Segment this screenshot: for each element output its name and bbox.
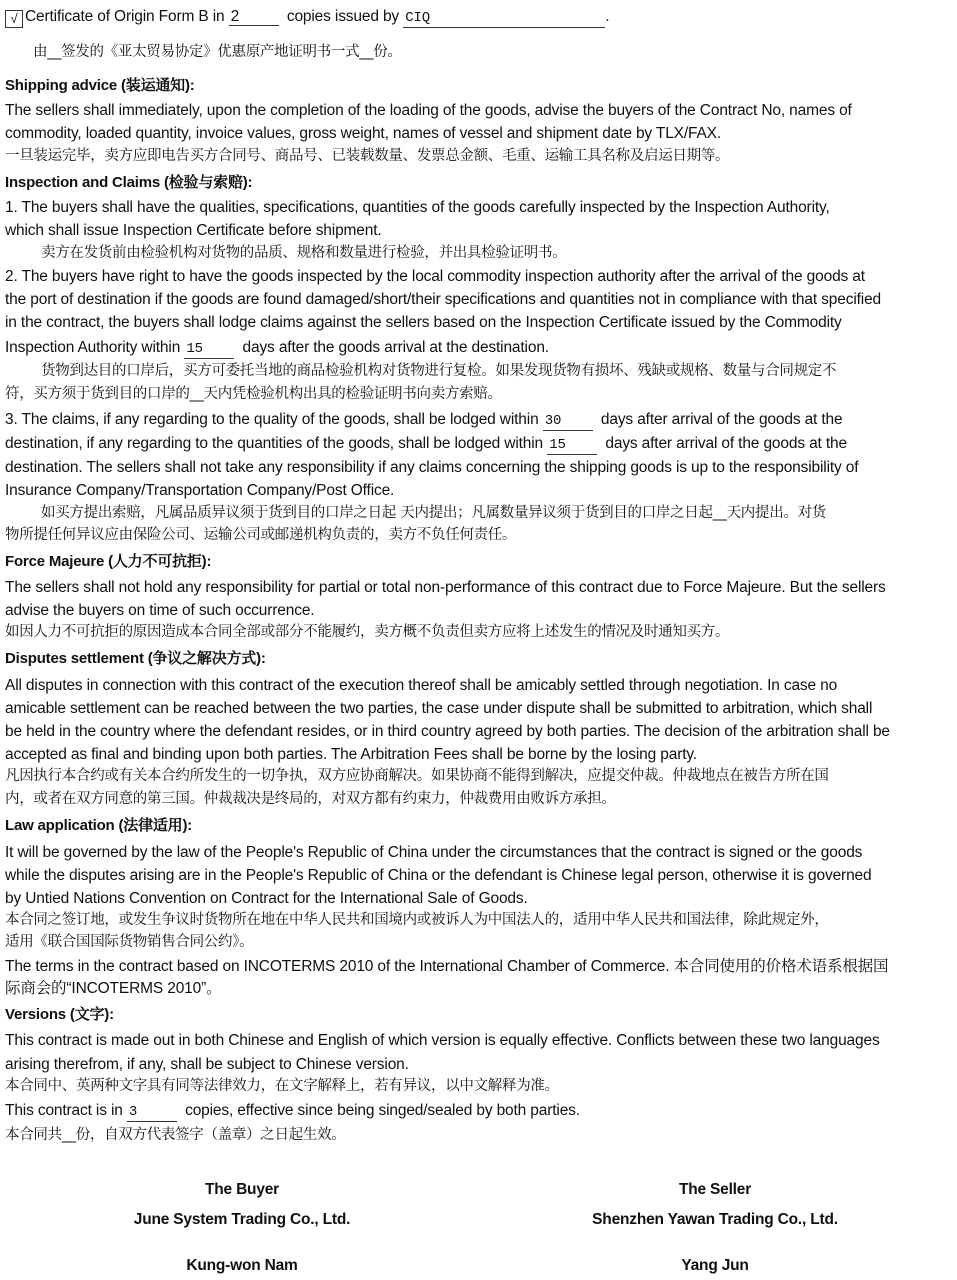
disputes-en-line: amicable settlement can be reached between the two parties, the case under dispute shall be submitted to arbitration, which shall <box>5 700 873 717</box>
inspection-item3-suffix: days after arrival of the goods at the <box>600 411 843 428</box>
versions-heading: Versions (文字): <box>5 1006 114 1023</box>
shipping-cn: 一旦装运完毕，卖方应即电告买方合同号、商品号、已装载数量、发票总金额、毛重、运输工具名称及启运日期等。 <box>5 148 730 164</box>
law-heading: Law application (法律适用): <box>5 817 193 834</box>
law-en-line: while the disputes arising are in the People's Republic of China or the defendant is Chinese legal person, otherwise it is governed <box>5 867 872 884</box>
buyer-company: June System Trading Co., Ltd. <box>133 1211 351 1228</box>
force-majeure-en-line: advise the buyers on time of such occurrence. <box>5 602 315 619</box>
force-majeure-en-line: The sellers shall not hold any responsibility for partial or total non-performance of this contract due to Force Majeure. But the sellers <box>5 579 886 596</box>
force-majeure-heading: Force Majeure (人力不可抗拒): <box>5 553 212 570</box>
inspection-item3-prefix: 3. The claims, if any regarding to the quality of the goods, shall be lodged within <box>5 411 539 428</box>
shipping-heading: Shipping advice (装运通知): <box>5 77 195 94</box>
disputes-cn: 内，或者在双方同意的第三国。仲裁裁决是终局的，对双方都有约束力，仲裁费用由败诉方承担。 <box>5 791 616 807</box>
origin-middle: copies issued by <box>286 8 400 25</box>
disputes-cn: 凡因执行本合约或有关本合约所发生的一切争执，双方应协商解决。如果协商不能得到解决，应提交仲裁。仲裁地点在被告方所在国 <box>5 768 829 784</box>
contract-copies-field[interactable]: 3 <box>127 1104 177 1122</box>
disputes-heading: Disputes settlement (争议之解决方式): <box>5 650 266 667</box>
versions-copies-prefix: This contract is in <box>5 1102 123 1119</box>
inspection-item2-cn: 符，买方须于货到目的口岸的__天内凭检验机构出具的检验证明书向卖方索赔。 <box>5 386 502 402</box>
inspection-item3-prefix: destination, if any regarding to the quantities of the goods, shall be lodged within <box>5 435 544 452</box>
inspection-item3-quantity-line <box>5 434 952 455</box>
force-majeure-cn: 如因人力不可抗拒的原因造成本合同全部或部分不能履约，卖方概不负责但卖方应将上述发生的情况及时通知买方。 <box>5 624 730 640</box>
versions-cn: 本合同中、英两种文字具有同等法律效力，在文字解释上，若有异议，以中文解释为准。 <box>5 1078 559 1094</box>
versions-en-line: arising therefrom, if any, shall be subject to Chinese version. <box>5 1056 409 1073</box>
law-cn: 本合同之签订地，或发生争议时货物所在地在中华人民共和国境内或被诉人为中国法人的，适用中华人民共和国法律，除此规定外， <box>5 912 829 928</box>
inspection-item2-prefix: Inspection Authority within <box>5 339 181 356</box>
inspection-item2-cn: 货物到达目的口岸后，买方可委托当地的商品检验机构对货物进行复检。如果发现货物有损坏、残缺或规格、数量与合同规定不 <box>41 363 837 379</box>
inspection-item3-suffix: days after arrival of the goods at the <box>605 435 847 452</box>
origin-issuer-field[interactable]: CIQ <box>403 10 605 28</box>
inspection-days-field[interactable]: 15 <box>184 341 234 359</box>
inspection-item2-suffix: days after the goods arrival at the destination. <box>242 339 549 356</box>
inspection-item2-line: 2. The buyers have right to have the goods inspected by the local commodity inspection authority after the arrival of the goods at <box>5 268 865 285</box>
disputes-en-line: accepted as final and binding upon both parties. The Arbitration Fees shall be borne by the losing party. <box>5 746 697 763</box>
versions-copies-suffix: copies, effective since being singed/sealed by both parties. <box>185 1102 580 1119</box>
inspection-item2-line: in the contract, the buyers shall lodge claims against the sellers based on the Inspection Certificate issued by the Commodity <box>5 314 842 331</box>
shipping-en-line: commodity, loaded quantity, invoice values, gross weight, names of vessel and shipment date by TLX/FAX. <box>5 125 722 142</box>
origin-line <box>5 7 952 28</box>
inspection-item3-cn: 物所提任何异议应由保险公司、运输公司或邮递机构负责的，卖方不负任何责任。 <box>5 527 517 543</box>
disputes-en-line: be held in the country where the defendant resides, or in third country agreed by both parties. The decision of the arbitration shall be <box>5 723 890 740</box>
incoterms-line: The terms in the contract based on INCOTERMS 2010 of the International Chamber of Commerce. 本合同使用的价格术语系根据国 <box>5 958 889 975</box>
origin-copies-field[interactable]: 2 <box>229 8 279 26</box>
law-cn: 适用《联合国国际货物销售合同公约》。 <box>5 934 254 950</box>
quantity-claim-days-field[interactable]: 15 <box>547 437 597 455</box>
seller-company: Shenzhen Yawan Trading Co., Ltd. <box>592 1211 838 1228</box>
origin-checkbox[interactable]: √ <box>5 10 23 28</box>
inspection-item1-cn: 卖方在发货前由检验机构对货物的品质、规格和数量进行检验，并出具检验证明书。 <box>41 245 567 261</box>
inspection-item3-line: destination. The sellers shall not take any responsibility if any claims concerning the shipping goods is up to the responsibility of <box>5 459 859 476</box>
versions-en-line: This contract is made out in both Chinese and English of which version is equally effective. Conflicts between these two languages <box>5 1032 880 1049</box>
inspection-item2-line: the port of destination if the goods are found damaged/short/their specifications and quantities not in compliance with that specified <box>5 291 882 308</box>
origin-prefix: Certificate of Origin Form B in <box>25 8 225 25</box>
seller-name: Yang Jun <box>681 1257 749 1274</box>
buyer-label: The Buyer <box>205 1181 279 1198</box>
versions-copies-line <box>5 1101 952 1122</box>
law-en-line: It will be governed by the law of the People's Republic of China under the circumstances that the contract is signed or the goods <box>5 844 863 861</box>
law-en-line: by Untied Nations Convention on Contract for the International Sale of Goods. <box>5 890 528 907</box>
quality-claim-days-field[interactable]: 30 <box>543 413 593 431</box>
origin-end: . <box>605 8 610 25</box>
shipping-en-line: The sellers shall immediately, upon the completion of the loading of the goods, advise the buyers of the Contract No, names of <box>5 102 852 119</box>
inspection-item1-line: 1. The buyers shall have the qualities, specifications, quantities of the goods carefully inspected by the Inspection Authority, <box>5 199 830 216</box>
incoterms-line: 际商会的“INCOTERMS 2010”。 <box>5 980 222 997</box>
inspection-item1-line: which shall issue Inspection Certificate before shipment. <box>5 222 382 239</box>
seller-label: The Seller <box>678 1181 752 1198</box>
inspection-item3-line: Insurance Company/Transportation Company/Post Office. <box>5 482 395 499</box>
inspection-item2-days-line <box>5 338 952 359</box>
inspection-item3-quality-line <box>5 410 952 431</box>
disputes-en-line: All disputes in connection with this contract of the execution thereof shall be amicably settled through negotiation. In case no <box>5 677 838 694</box>
versions-cn: 本合同共__份，自双方代表签字（盖章）之日起生效。 <box>5 1127 346 1143</box>
inspection-heading: Inspection and Claims (检验与索赔): <box>5 174 253 191</box>
inspection-item3-cn: 如买方提出索赔，凡属品质异议须于货到目的口岸之日起 天内提出；凡属数量异议须于货到目的口岸之日起__天内提出。对货 <box>41 505 827 521</box>
buyer-name: Kung-won Nam <box>186 1257 298 1274</box>
origin-cn: 由__签发的《亚太贸易协定》优惠原产地证明书一式__份。 <box>33 44 402 60</box>
